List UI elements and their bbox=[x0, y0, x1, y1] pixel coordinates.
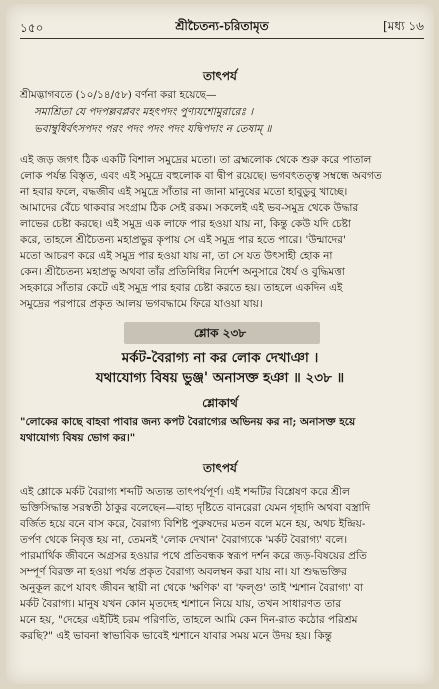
purport-line: মনে হয়, "দেহের এইটিই চরম পরিণতি, তাহলে আমি কেন দিন-রাত কঠোর পরিশ্রম bbox=[20, 614, 358, 626]
purport-line: সহকারে সাঁতার কেটে এই সমুদ্র পার হবার চেষ্টা করতে হয়। তাহলে একদিন এই bbox=[20, 282, 343, 294]
translation-line: যথাযোগ্য বিষয় ভোগ কর।" bbox=[20, 432, 136, 444]
header-rule bbox=[20, 38, 424, 39]
chapter-label: [মধ্য ১৬ bbox=[383, 19, 424, 33]
purport-line: ভক্তিসিদ্ধান্ত সরস্বতী ঠাকুর বলেছেন—বাহ্য দৃষ্টিতে বানরেরা যেমন গৃহাদি অথবা বস্ত্রাদি bbox=[20, 502, 371, 514]
verse-label: শ্লোক ২৩৮ bbox=[193, 326, 247, 340]
purport-line: করছি?" এই ভাবনা স্বাভাবিক ভাবেই শ্মশানে যাবার সময় মনে উদয় হয়। কিন্তু bbox=[20, 630, 332, 642]
purport-line: পারমার্থিক জীবনে অগ্রসর হওয়ার পথে প্রতিবন্ধক স্বরূপ দর্শন করে জড়-বিষয়ের প্রতি bbox=[20, 550, 367, 562]
purport-line: মতো আচরণ করে এই সমুদ্র পার হওয়া যায় না, তা সে যত উৎসাহী হোক না bbox=[20, 250, 333, 262]
translation-heading: শ্লোকার্থ bbox=[202, 396, 238, 410]
purport-line: শ্রীমদ্ভাগবতে (১০/১৪/৫৮) বর্ণনা করা হয়েছে— bbox=[20, 89, 217, 101]
page-number: ১৫০ bbox=[20, 21, 44, 35]
purport-line: বর্জিত হয়ে বনে বাস করে, বৈরাগ্য বিশিষ্ট পুরুষদের মতন বলে মনে হয়, অথচ ইন্দ্রিয়- bbox=[20, 518, 366, 530]
verse-line: মর্কট-বৈরাগ্য না কর লোক দেখাঞা । bbox=[121, 350, 319, 366]
purport-line: করে, তাহলে শ্রীচৈতন্য মহাপ্রভুর কৃপায় সে এই সমুদ্র পার হতে পারে। 'উন্মাদের' bbox=[20, 234, 346, 246]
sanskrit-quote-line: ভবাম্বুধির্বৎসপদং পরং পদং পদং পদং যদ্বিপদাং ন তেষাম্ ॥ bbox=[34, 123, 272, 135]
purport-heading: তাৎপর্য bbox=[203, 461, 237, 475]
purport-line: না হবার ফলে, বদ্ধজীব এই সমুদ্রে সাঁতার না জানা মানুষের মতো হাবুডুবু খাচ্ছে। bbox=[20, 186, 348, 198]
purport-heading: তাৎপর্য bbox=[203, 69, 237, 83]
purport-line: অনুকূল রূপে যাবৎ জীবন স্থায়ী না থেকে 'ক্ষণিক' বা 'ফল্গু' তাই 'শ্মশান বৈরাগ্য' বা bbox=[20, 582, 364, 594]
purport-line: তর্পণ থেকে নিবৃত্ত হয় না, তেমনই 'লোক দেখান' বৈরাগ্যকে 'মর্কট বৈরাগ্য' বলে। bbox=[20, 534, 348, 546]
translation-line: "লোকের কাছে বাহবা পাবার জন্য কপট বৈরাগ্যের অভিনয় কর না; অনাসক্ত হয়ে bbox=[20, 416, 356, 428]
book-title: শ্রীচৈতন্য-চরিতামৃত bbox=[175, 19, 269, 33]
verse-line: যথাযোগ্য বিষয় ভুঞ্জ' অনাসক্ত হঞা ॥ ২৩৮ ॥ bbox=[95, 370, 345, 386]
purport-line: লাভের চেষ্টা করছে। এই সমুদ্র এক লাফে পার হওয়া যায় না, কিন্তু কেউ যদি চেষ্টা bbox=[20, 218, 351, 230]
purport-line: কেন। শ্রীচৈতন্য মহাপ্রভু অথবা তাঁর প্রতিনিধির নির্দেশ অনুসারে ধৈর্য ও বুদ্ধিমত্তা bbox=[20, 266, 345, 278]
purport-line: এই শ্লোকে মর্কট বৈরাগ্য শব্দটি অত্যন্ত তাৎপর্যপূর্ণ। এই শব্দটির বিশ্লেষণ করে শ্রীল bbox=[20, 486, 350, 498]
purport-line: আমাদের বেঁচে থাকবার সংগ্রাম ঠিক সেই রকম। সকলেই এই ভব-সমুদ্র থেকে উদ্ধার bbox=[20, 202, 359, 214]
purport-line: এই জড় জগৎ ঠিক একটি বিশাল সমুদ্রের মতো। তা ব্রহ্মলোক থেকে শুরু করে পাতাল bbox=[20, 154, 372, 166]
purport-line: সমুদ্রের পরপারে প্রকৃত আলয় ভগবদ্ধামে ফিরে যাওয়া যায়। bbox=[20, 298, 263, 310]
purport-line: লোক পর্যন্ত বিস্তৃত, এবং এই সমুদ্রে বহুলোক বা দ্বীপ রয়েছে। ভগবৎতত্ত্ব সম্বন্ধে অবগত bbox=[20, 170, 382, 182]
page-header bbox=[20, 18, 424, 36]
purport-line: সম্পূর্ণ বিরক্ত না হওয়া পর্যন্ত প্রকৃত বৈরাগ্য অবলম্বন করা যায় না। যা শুদ্ধভক্তির bbox=[20, 566, 347, 578]
sanskrit-quote-line: সমাশ্রিতা যে পদপল্লবপ্লবং মহৎপদং পুণ্যযশোমুরারেঃ । bbox=[34, 106, 254, 118]
purport-line: মর্কট বৈরাগ্য। মানুষ যখন কোন মৃতদেহ শ্মশানে নিয়ে যায়, তখন সাধারণত তার bbox=[20, 598, 342, 610]
book-page bbox=[6, 4, 434, 684]
